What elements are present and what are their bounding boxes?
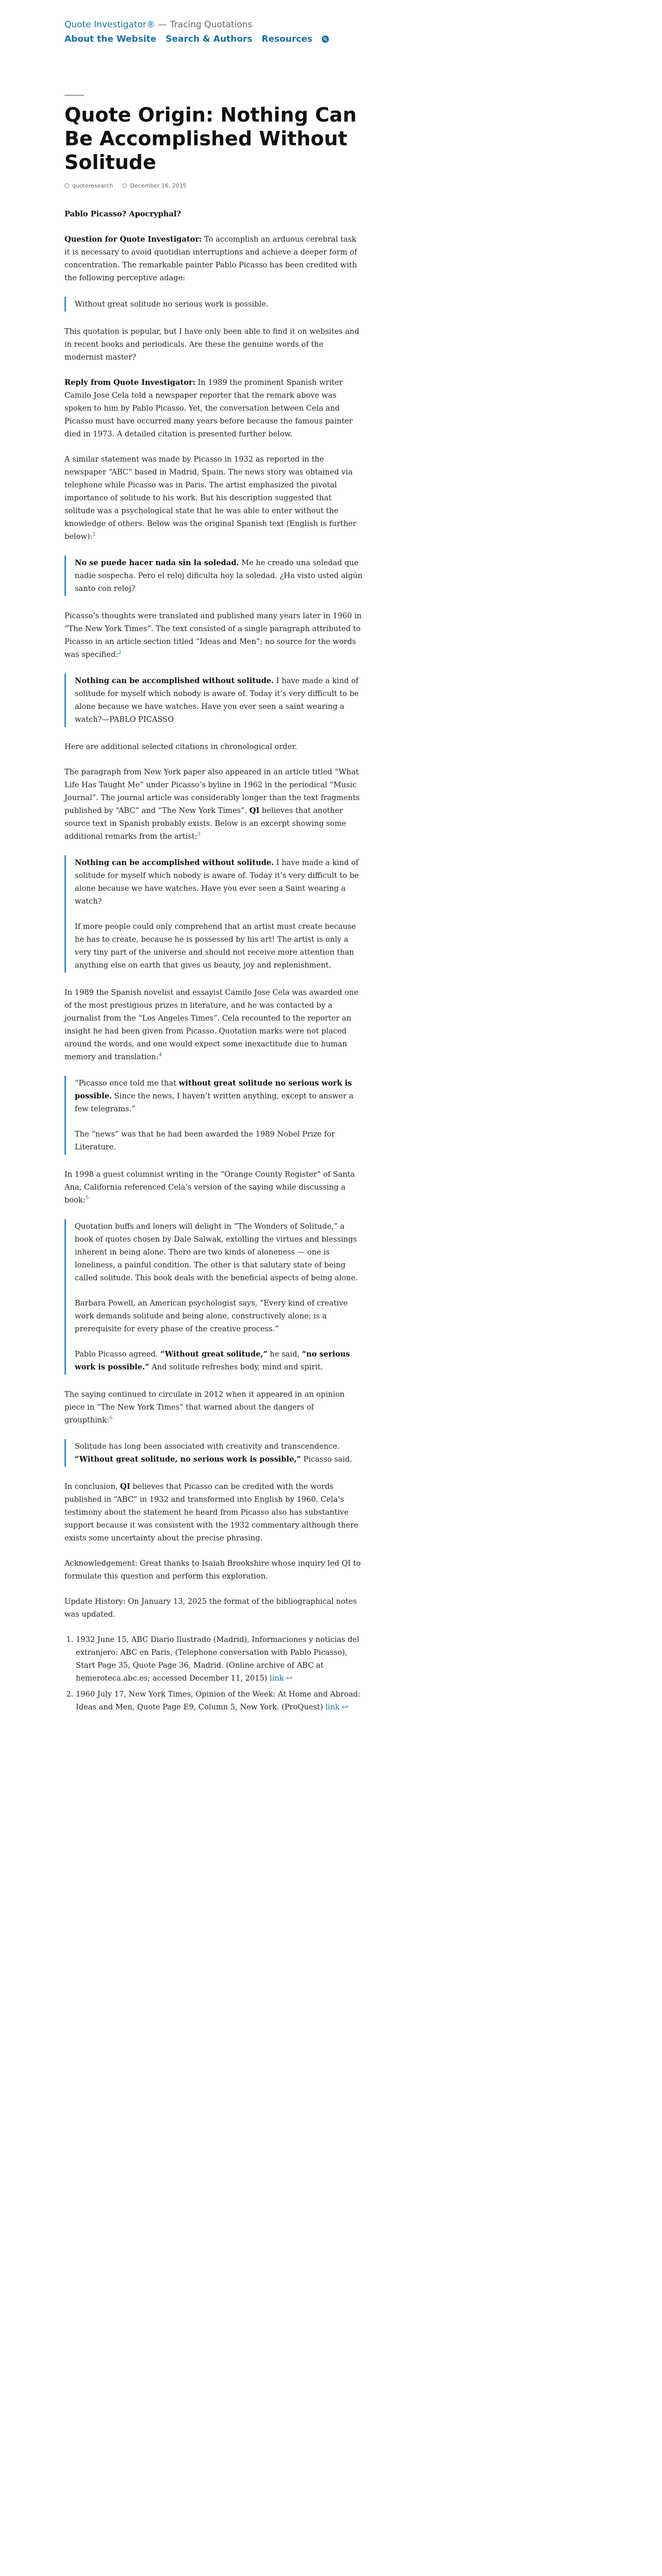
quote-bold: “no serious work is possible.” xyxy=(75,1350,350,1371)
paragraph xyxy=(64,208,363,221)
quote-bold: “Without great solitude, no serious work is possible,” xyxy=(75,1455,301,1464)
lead-heading: Pablo Picasso? Apocryphal? xyxy=(64,210,181,218)
user-icon xyxy=(64,183,69,188)
quote-text xyxy=(75,556,363,595)
main-column xyxy=(64,0,363,1714)
footnote-link[interactable]: 5 xyxy=(85,1195,89,1201)
blockquote xyxy=(64,1439,363,1467)
footnote-link[interactable]: 6 xyxy=(109,1415,113,1421)
blockquote xyxy=(64,1219,363,1375)
article-content xyxy=(64,208,363,1714)
article-title: Quote Origin: Nothing Can Be Accomplished Without Solitude xyxy=(64,104,357,174)
blockquote xyxy=(64,555,363,596)
quote-bold: without great solitude no serious work is possible. xyxy=(75,1079,352,1100)
quote-text xyxy=(75,1440,363,1466)
paragraph xyxy=(64,1388,363,1427)
quote-rest: Since the news, I haven’t written anything, except to answer a few telegrams.” xyxy=(75,1092,354,1113)
quote-text xyxy=(75,1077,363,1115)
paragraph xyxy=(64,609,363,661)
paragraph xyxy=(64,1480,363,1545)
footnote-item xyxy=(76,1633,363,1685)
paragraph: Update History: On January 13, 2025 the format of the bibliographical notes was updated. xyxy=(64,1597,357,1619)
quote-bold: “Without great solitude,” xyxy=(160,1350,268,1359)
paragraph xyxy=(64,766,363,843)
quote-text xyxy=(75,856,363,908)
paragraph xyxy=(64,1168,363,1207)
footnote-text: 1960 July 17, New York Times, Opinion of the Week: At Home and Abroad: Ideas and Men, Quote Page E9, Column 5, New York. (ProQuest) xyxy=(76,1690,361,1711)
blockquote xyxy=(64,297,363,312)
paragraph-text: In 1998 a guest columnist writing in the “Orange County Register” of Santa Ana, California referenced Cela’s version of the saying while discussing a book: xyxy=(64,1170,355,1205)
reply-label: Reply from Quote Investigator: xyxy=(64,378,196,387)
post-author xyxy=(64,182,113,189)
quote-text xyxy=(75,1348,363,1374)
nav-about[interactable]: About the Website xyxy=(64,34,157,44)
footnote-item xyxy=(76,1688,363,1714)
blockquote xyxy=(64,1076,363,1155)
clock-icon xyxy=(122,183,127,188)
quote-rest: Picasso said. xyxy=(301,1455,352,1464)
paragraph-text: believes that another source text in Spanish probably exists. Below is an excerpt showing some additional remarks from the artist: xyxy=(64,806,346,841)
site-header xyxy=(64,0,363,44)
paragraph-text: A similar statement was made by Picasso in 1932 as reported in the newspaper “ABC” based in Madrid, Spain. The news story was obtained via telephone while Picasso was in Paris. The artist emphasized the pivotal importance of solitude to his work. But his description suggested that solitude was a psychological state that he was able to enter without the knowledge of others. Below was the original Spanish text (English is further below): xyxy=(64,455,356,541)
site-branding xyxy=(64,20,363,30)
post-date xyxy=(122,182,187,189)
question-text: To accomplish an arduous cerebral task it is necessary to avoid quotidian interruptions and achieve a deeper form of concentration. The remarkable painter Pablo Picasso has been credited with the following perceptive adage: xyxy=(64,235,357,282)
paragraph-text: The paragraph from New York paper also appeared in an article titled “What Life Has Taught Me” under Picasso’s byline in 1962 in the periodical “Music Journal”. The journal article was considerably longer than the text fragments published by “ABC” and “The New York Times”. xyxy=(64,768,360,815)
post-meta xyxy=(64,182,363,189)
paragraph-text: In 1989 the Spanish novelist and essayist Camilo Jose Cela was awarded one of the most prestigious prizes in literature, and he was contacted by a journalist from the “Los Angeles Times”. Cela recounted to the reporter an insight he had been given from Picasso. Quotation marks were not placed around the words, and one would expect some inexactitude due to human memory and translation: xyxy=(64,988,359,1061)
quote-rest: I have made a kind of solitude for myself which nobody is aware of. Today it’s very difficult to be alone because we have watches. Have you ever seen a Saint wearing a watch? xyxy=(75,858,359,906)
blockquote xyxy=(64,673,363,727)
blockquote xyxy=(64,855,363,973)
quote-text xyxy=(75,674,363,726)
footnote-backlink[interactable]: link ↩ xyxy=(270,1674,293,1683)
reply-text: In 1989 the prominent Spanish writer Camilo Jose Cela told a newspaper reporter that the remark above was spoken to him by Pablo Picasso. Yet, the conversation between Cela and Picasso must have occurred many years before because the famous painter died in 1973. A detailed citation is presented further below. xyxy=(64,378,353,438)
quote-rest: he said, xyxy=(267,1350,302,1359)
quote-text: Quotation buffs and loners will delight in “The Wonders of Solitude,” a book of quotes chosen by Dale Salwak, extolling the virtues and blessings inherent in being alone. There are two kinds of aloneness — one is loneliness, a painful condition. The other is that salutary state of being called solitude. This book deals with the beneficial aspects of being alone. xyxy=(75,1222,358,1282)
paragraph: Here are additional selected citations in chronological order. xyxy=(64,742,297,751)
search-icon[interactable] xyxy=(322,36,329,43)
site-title-link[interactable]: Quote Investigator® xyxy=(64,20,155,30)
quote-bold: Nothing can be accomplished without solitude. xyxy=(75,676,274,685)
quote-text: If more people could only comprehend that an artist must create because he has to create, because he is possessed by his art! The artist is only a very tiny part of the universe and should not receive more attention than anything else on earth that gives us beauty, joy and replenishment. xyxy=(75,922,356,970)
quote-rest: Solitude has long been associated with creativity and transcendence. xyxy=(75,1442,340,1451)
paragraph-text: The saying continued to circulate in 2012 when it appeared in an opinion piece in “The New York Times” that warned about the dangers of groupthink: xyxy=(64,1390,345,1425)
paragraph: This quotation is popular, but I have only been able to find it on websites and in recent books and periodicals. Are these the genuine words of the modernist master? xyxy=(64,327,359,362)
author-link[interactable]: quoteresearch xyxy=(72,182,113,189)
footnote-link[interactable]: 1 xyxy=(92,532,96,538)
quote-rest: And solitude refreshes body, mind and spirit. xyxy=(149,1363,323,1371)
quote-bold: Nothing can be accomplished without solitude. xyxy=(75,858,274,867)
quote-text: Without great solitude no serious work is possible. xyxy=(75,300,269,309)
paragraph xyxy=(64,453,363,543)
nav-search-authors[interactable]: Search & Authors xyxy=(166,34,253,44)
title-rule xyxy=(64,95,84,96)
qi-abbrev: QI xyxy=(249,806,260,815)
nav-resources[interactable]: Resources xyxy=(261,34,313,44)
date-text: December 16, 2015 xyxy=(130,182,187,189)
paragraph: Acknowledgement: Great thanks to Isaiah Brookshire whose inquiry led QI to formulate this question and perform this exploration. xyxy=(64,1559,361,1581)
site-tagline: Tracing Quotations xyxy=(170,20,253,30)
paragraph-text: believes that Picasso can be credited with the words published in “ABC” in 1932 and transformed into English by 1960. Cela’s testimony about the statement he heard from Picasso also has substantive support because it was consistent with the 1932 commentary although there exists some uncertainty about the precise phrasing. xyxy=(64,1482,358,1543)
main-nav xyxy=(64,34,363,44)
quote-text: Barbara Powell, an American psychologist says, “Every kind of creative work demands solitude and being alone, constructively alone; is a prerequisite for every phase of the creative process.” xyxy=(75,1299,348,1333)
quote-bold: No se puede hacer nada sin la soledad. xyxy=(75,558,239,567)
paragraph-text: In conclusion, xyxy=(64,1482,121,1491)
qi-abbrev: QI xyxy=(120,1482,130,1491)
quote-text: The “news” was that he had been awarded the 1989 Nobel Prize for Literature. xyxy=(75,1130,335,1151)
brand-separator: — xyxy=(158,20,167,30)
quote-rest: Me he creado una soledad que nadie sospecha. Pero el reloj dificulta hoy la soledad. ¿Ha visto usted algún santo con reloj? xyxy=(75,558,363,593)
question-label: Question for Quote Investigator: xyxy=(64,235,202,244)
footnote-link[interactable]: 4 xyxy=(158,1052,162,1058)
paragraph xyxy=(64,233,363,284)
footnote-backlink[interactable]: link ↩ xyxy=(325,1703,349,1711)
footnotes-list xyxy=(64,1633,363,1714)
footnote-text: 1932 June 15, ABC Diario Ilustrado (Madrid), Informaciones y noticias del extranjero: ABC en Paris, (Telephone conversation with Pablo Picasso), Start Page 35, Quote Page 36, Madrid. (Online archive of ABC at hemeroteca.abc.es; accessed December 11, 2015) xyxy=(76,1635,359,1683)
quote-rest: I have made a kind of solitude for myself which nobody is aware of. Today it’s very difficult to be alone because we have watches. Have you ever seen a saint wearing a watch?—PABLO PICASSO xyxy=(75,676,359,724)
paragraph xyxy=(64,986,363,1063)
footnote-link[interactable]: 3 xyxy=(197,832,201,838)
paragraph-text: Picasso’s thoughts were translated and published many years later in 1960 in “The New York Times”. The text consisted of a single paragraph attributed to Picasso in an article section titled “Ideas and Men”; no source for the words was specified: xyxy=(64,612,362,659)
paragraph xyxy=(64,376,363,440)
footnote-link[interactable]: 2 xyxy=(118,650,122,656)
quote-rest: “Picasso once told me that xyxy=(75,1079,179,1088)
quote-rest: Pablo Picasso agreed. xyxy=(75,1350,160,1359)
